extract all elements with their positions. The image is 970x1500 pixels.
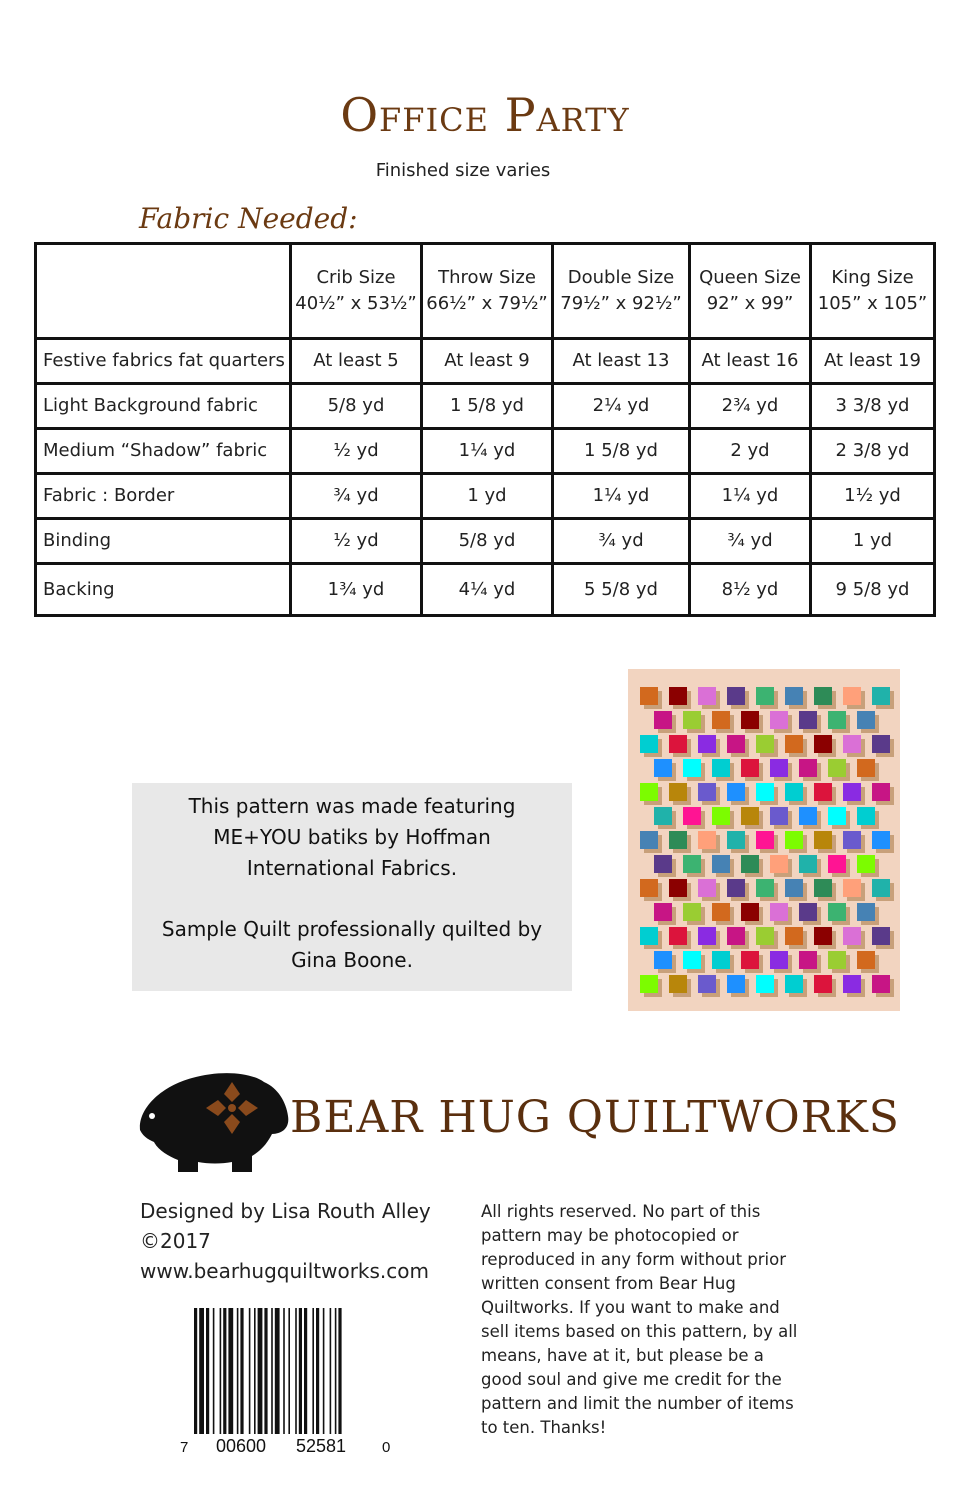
table-cell: 1¼ yd (553, 474, 690, 519)
table-row (36, 429, 935, 474)
column-header: Queen Size 92” x 99” (690, 244, 811, 339)
column-header: Double Size 79½” x 92½” (553, 244, 690, 339)
note-line: Gina Boone. (291, 948, 413, 972)
table-cell: 5 5/8 yd (553, 564, 690, 616)
row-label: Medium “Shadow” fabric (36, 429, 291, 474)
table-cell: 1¼ yd (690, 474, 811, 519)
table-header-row (36, 244, 935, 339)
designer-info (140, 1196, 431, 1286)
table-row (36, 339, 935, 384)
fabric-requirements-table (34, 242, 936, 617)
table-cell: 5/8 yd (422, 519, 553, 564)
table-cell: ½ yd (291, 519, 422, 564)
table-cell: 1 yd (811, 519, 935, 564)
row-label: Binding (36, 519, 291, 564)
rights-text: All rights reserved. No part of this pattern may be photocopied or reproduced in any form without prior written consent from Bear Hug Quiltworks. If you want to make and sell items based on this pattern, by all means, have at it, but please be a good soul and give me credit for the pattern and limit the number of items to ten. Thanks! (481, 1202, 798, 1437)
finished-size: Finished size varies (375, 160, 551, 181)
table-cell: ¾ yd (553, 519, 690, 564)
table-cell: 1 5/8 yd (553, 429, 690, 474)
row-label: Light Background fabric (36, 384, 291, 429)
table-cell: At least 13 (553, 339, 690, 384)
table-cell: 1 yd (422, 474, 553, 519)
table-cell: ¾ yd (291, 474, 422, 519)
table-cell: ½ yd (291, 429, 422, 474)
brand-name: BEAR HUG QUILTWORKS (290, 1092, 900, 1143)
table-cell: 9 5/8 yd (811, 564, 935, 616)
table-cell: 1½ yd (811, 474, 935, 519)
table-row (36, 519, 935, 564)
barcode-digit: 7 (180, 1439, 189, 1456)
table-row (36, 384, 935, 429)
barcode-digits: 00600 (216, 1436, 267, 1456)
table-cell: At least 5 (291, 339, 422, 384)
note-line: International Fabrics. (246, 856, 458, 880)
table-cell: 1¾ yd (291, 564, 422, 616)
row-label: Fabric : Border (36, 474, 291, 519)
table-cell: At least 19 (811, 339, 935, 384)
table-cell: 4¼ yd (422, 564, 553, 616)
designer-name: Designed by Lisa Routh Alley (140, 1199, 431, 1223)
table-cell: 2¼ yd (553, 384, 690, 429)
table-cell: 3 3/8 yd (811, 384, 935, 429)
note-box (132, 783, 572, 991)
table-cell: 1 5/8 yd (422, 384, 553, 429)
table-cell: ¾ yd (690, 519, 811, 564)
table-cell: 5/8 yd (291, 384, 422, 429)
quilt-image (628, 669, 900, 1011)
table-cell: At least 16 (690, 339, 811, 384)
table-cell: 1¼ yd (422, 429, 553, 474)
barcode-digits: 52581 (296, 1436, 347, 1456)
table-cell: 8½ yd (690, 564, 811, 616)
table-cell: 2 yd (690, 429, 811, 474)
row-label: Festive fabrics fat quarters (36, 339, 291, 384)
column-header: King Size 105” x 105” (811, 244, 935, 339)
note-line: Sample Quilt professionally quilted by (161, 917, 543, 941)
note-line: ME+YOU batiks by Hoffman (213, 825, 491, 849)
note-line: This pattern was made featuring (188, 794, 516, 818)
copyright: ©2017 (140, 1229, 211, 1253)
table-corner-cell (36, 244, 291, 339)
table-cell: 2¾ yd (690, 384, 811, 429)
column-header: Crib Size 40½” x 53½” (291, 244, 422, 339)
row-label: Backing (36, 564, 291, 616)
barcode-digit: 0 (382, 1439, 391, 1456)
barcode-icon (180, 1300, 400, 1464)
table-row (36, 474, 935, 519)
table-row (36, 564, 935, 616)
pattern-title: Office Party (340, 88, 630, 142)
website-link[interactable]: www.bearhugquiltworks.com (140, 1259, 429, 1283)
bear-logo-icon (132, 1068, 292, 1182)
fabric-needed-heading: Fabric Needed: (139, 202, 358, 235)
column-header: Throw Size 66½” x 79½” (422, 244, 553, 339)
table-cell: At least 9 (422, 339, 553, 384)
table-cell: 2 3/8 yd (811, 429, 935, 474)
